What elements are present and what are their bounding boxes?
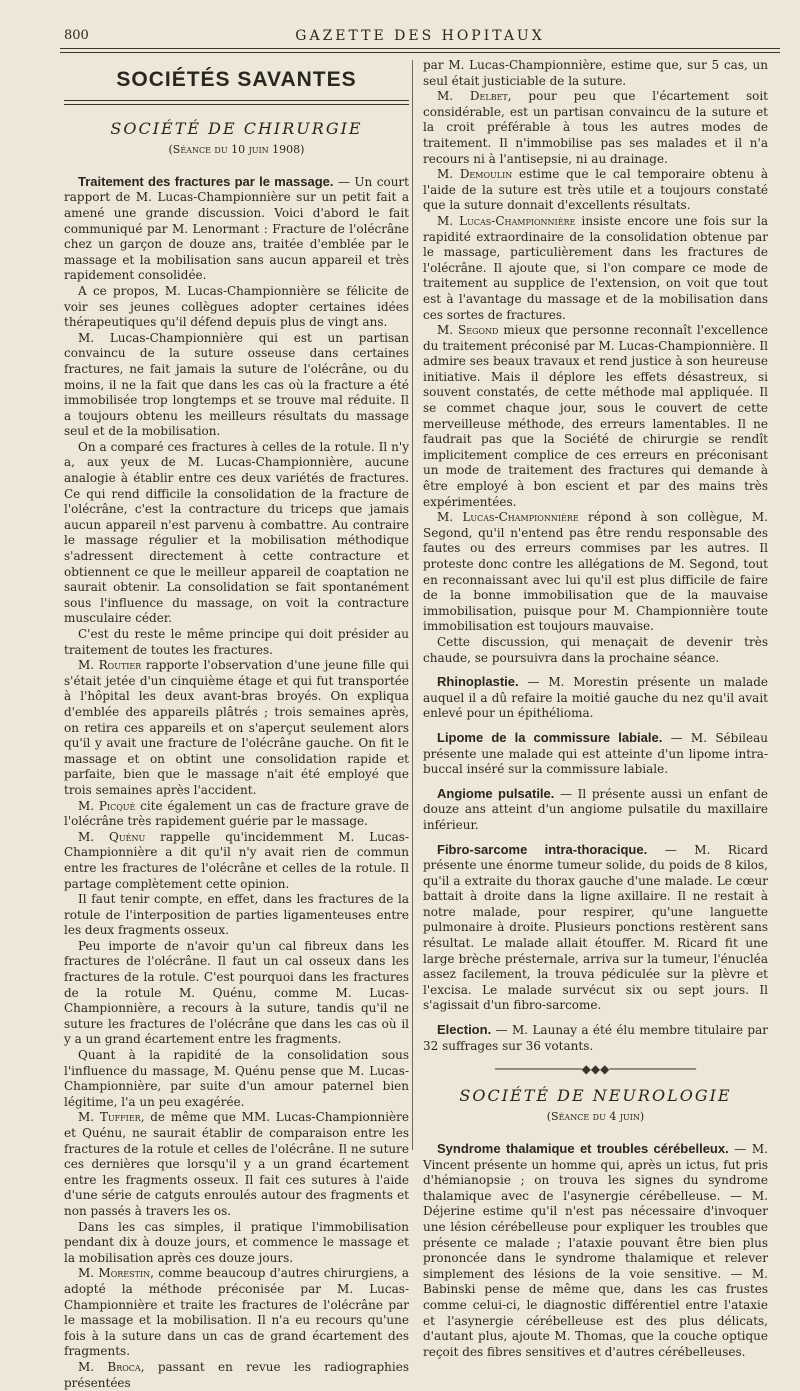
paragraph: M. Lucas-Championnière insiste encore une fois sur la rapidité extraordinaire de la consolidation obtenue par le massage, particulièrement dans les fractures de l'olécrâne. Il ajoute que, si l'on compare ce mode de traitement au supplice de l'extension, on voit que tout est à l'avantage du massage et de la mobilisation dans ces sortes de fractures.	[423, 213, 768, 322]
paragraph: Cette discussion, qui menaçait de devenir très chaude, se poursuivra dans la prochaine séance.	[423, 634, 768, 665]
paragraph: On a comparé ces fractures à celles de la rotule. Il n'y a, aux yeux de M. Lucas-Championnière, aucune analogie à établir entre ces deux variétés de fractures. Ce qui rend difficile la consolidation de la fracture de l'olécrâne, c'est la contracture du triceps que jamais aucun appareil n'est parvenu à combattre. Au contraire le massage régulier et la mobilisation méthodique s'adressent directement à cette contracture et obtiennent ce que le meilleur appareil de coaptation ne saurait obtenir. La consolidation se fait spontanément sous l'influence du massage, on voit la contracture musculaire céder.	[64, 439, 409, 626]
paragraph: M. Lucas-Championnière qui est un partisan convaincu de la suture osseuse dans certaines fractures, ne fait jamais la suture de l'olécrâne, ou du moins, il ne la fait que dans les cas où la fracture a été immobilisée trop longtemps et se trouve mal réduite. Il a toujours obtenu les meilleurs résultats du massage seul et de la mobilisation.	[64, 330, 409, 439]
speaker-name: M. Quénu	[78, 829, 146, 844]
speaker-name: M. Demoulin	[437, 167, 513, 182]
column-divider	[412, 60, 413, 1150]
speaker-name: M. Delbet	[437, 89, 508, 104]
paragraph: C'est du reste le même principe qui doit présider au traitement de toutes les fractures.	[64, 627, 409, 657]
paragraph: Peu importe de n'avoir qu'un cal fibreux dans les fractures de l'olécrâne. Il faut un cal osseux dans les fractures de la rotule. C'est pourquoi dans les fractures de la rotule M. Quénu, comme M. Lucas-Championnière, a recours à la suture, tandis qu'il ne suture les fractures de l'olécrâne que dans les cas où il y a un grand écartement entre les fragments.	[64, 938, 409, 1047]
ornament-divider: ────────────◆◆◆────────────	[494, 1062, 697, 1077]
paragraph: M. Morestin, comme beaucoup d'autres chirurgiens, a adopté la méthode préconisée par M. Lucas-Championnière et traite les fractures de l'olécrâne par le massage et la mobilisation. Il n'a eu recours qu'une fois à la suture dans un cas de grand écartement des fragments.	[64, 1266, 409, 1359]
journal-title: GAZETTE DES HOPITAUX	[295, 28, 545, 44]
paragraph: M. Delbet, pour peu que l'écartement soit considérable, est un partisan convaincu de la suture et la croit préférable à tous les autres modes de traitement. Il n'immobilise pas ses malades et il n'a recours ni à l'antisepsie, ni au drainage.	[423, 89, 768, 166]
paragraph: M. Demoulin estime que le cal temporaire obtenu à l'aide de la suture est très utile et a toujours constaté que la suture donnait d'excellents résultats.	[423, 167, 769, 213]
rubric: Syndrome thalamique et troubles cérébelleux.	[437, 1141, 729, 1156]
section-rule	[64, 100, 409, 105]
paragraph: Dans les cas simples, il pratique l'immobilisation pendant dix à douze jours, et commence le massage et la mobilisation après ces douze jours.	[64, 1219, 409, 1265]
rubric: Election.	[437, 1022, 492, 1038]
speaker-name: M. Segond	[437, 323, 499, 338]
paragraph: Traitement des fractures par le massage. — Un court rapport de M. Lucas-Championnière sur un petit fait a amené une grande discussion. Voici d'abord le fait communiqué par M. Lenormant : Fracture de l'olécrâne chez un garçon de douze ans, traitée d'emblée par le massage et la mobilisation sans aucun appareil et très rapidement consolidée.	[64, 173, 409, 283]
rubric: Angiome pulsatile.	[437, 785, 555, 801]
paragraph: M. Lucas-Championnière répond à son collègue, M. Segond, qu'il n'entend pas être rendu responsable des fautes ou des erreurs commises par les autres. Il proteste donc contre les allégations de M. Segond, tout en reconnaissant avec lui qu'il est plus difficile de faire de la bonne immobilisation que de la mauvaise immobilisation, puisque pour M. Championnière toute immobilisation est toujours mauvaise.	[423, 510, 768, 634]
speaker-name: M. Morestin	[78, 1266, 151, 1281]
paragraph: Fibro-sarcome intra-thoracique. — M. Ricard présente une énorme tumeur solide, du poids de 8 kilos, qu'il a extraite du thorax gauche d'une malade. Le cœur battait à droite dans la ligne axillaire. Il ne restait à notre malade, pour respirer, qu'une languette pulmonaire à droite. Plusieurs ponctions restèrent sans résultat. Le malade allait étouffer. M. Ricard fit une large brèche présternale, arriva sur la tumeur, l'énucléa assez facilement, la trouva pédiculée sur la plèvre et l'excisa. Le malade survécut six ou sept jours. Il s'agissait d'un fibro-sarcome.	[423, 841, 768, 1013]
session-date: (Séance du 4 juin)	[546, 1110, 645, 1124]
section-title: SOCIÉTÉS SAVANTES	[116, 68, 357, 91]
paragraph: Rhinoplastie. — M. Morestin présente un malade auquel il a dû refaire la moitié gauche du nez qu'il avait enlevé pour un épithélioma.	[423, 674, 768, 721]
paragraph: A ce propos, M. Lucas-Championnière se félicite de voir ses jeunes collègues adopter certaines idées thérapeutiques qu'il défend depuis plus de vingt ans.	[64, 283, 409, 330]
speaker-name: M. Picqué	[78, 798, 136, 813]
right-column	[423, 58, 768, 1360]
speaker-name: M. Lucas-Championnière	[437, 213, 576, 228]
paragraph: M. Segond mieux que personne reconnaît l'excellence du traitement préconisé par M. Lucas-Championnière. Il admire ses beaux travaux et rend justice à son heureuse initiative. Mais il déplore les effets désastreux, si souvent constatés, de cette méthode mal appliquée. Il se commet chaque jour, sous le couvert de cette merveilleuse méthode, des erreurs lamentables. Il ne faudrait pas que la Société de chirurgie se rendît implicitement complice de ces erreurs en préconisant un mode de traitement des fractures qui demande à être employé à bon escient et par des mains très expérimentées.	[423, 323, 768, 509]
society-title: SOCIÉTÉ DE CHIRURGIE	[110, 118, 363, 138]
speaker-name: M. Routier	[78, 658, 142, 673]
speaker-name: M. Lucas-Championnière	[437, 510, 579, 525]
rubric: Rhinoplastie.	[437, 674, 519, 690]
header-rule	[60, 48, 780, 53]
paragraph: Angiome pulsatile. — Il présente aussi un enfant de douze ans atteint d'un angiome pulsatile du maxillaire inférieur.	[423, 785, 769, 832]
page-header	[60, 26, 780, 46]
paragraph: Lipome de la commissure labiale. — M. Sébileau présente une malade qui est atteinte d'un lipome intra-buccal inséré sur la commissure labiale.	[423, 729, 768, 777]
rubric: Fibro-sarcome intra-thoracique.	[437, 841, 648, 857]
rubric: Lipome de la commissure labiale.	[437, 729, 663, 745]
paragraph: M. Picqué cite également un cas de fracture grave de l'olécrâne très rapidement guérie par le massage.	[64, 798, 409, 829]
paragraph: Il faut tenir compte, en effet, dans les fractures de la rotule de l'interposition de parties ligamenteuses entre les deux fragments osseux.	[64, 892, 409, 938]
page-number: 800	[64, 28, 89, 43]
left-column	[64, 58, 409, 1391]
paragraph: par M. Lucas-Championnière, estime que, sur 5 cas, un seul était justiciable de la suture.	[423, 58, 768, 88]
society-title: SOCIÉTÉ DE NEUROLOGIE	[459, 1085, 732, 1105]
speaker-name: M. Tuffier	[78, 1110, 141, 1125]
speaker-name: M. Broca	[78, 1359, 141, 1374]
paragraph: M. Routier rapporte l'observation d'une jeune fille qui s'était jetée d'un cinquième étage et qui fut transportée à l'hôpital les deux avant-bras broyés. On expliqua d'emblée des appareils plâtrés ; trois semaines après, on retira ces appareils et on s'aperçut seulement alors qu'il y avait une fracture de l'olécrâne gauche. On fit le massage et on obtint une consolidation rapide et parfaite, bien que le massage n'ait été employé que trois semaines après l'accident.	[64, 658, 409, 797]
paragraph: M. Tuffier, de même que MM. Lucas-Championnière et Quénu, ne saurait établir de comparaison entre les fractures de la rotule et celles de l'olécrâne. Il ne suture ces dernières que lorsqu'il y a un grand écartement entre les fragments osseux. Il fait ces sutures à l'aide d'une série de catguts enroulés autour des fragments et non passés à travers les os.	[64, 1110, 409, 1218]
paragraph: Election. — M. Launay a été élu membre titulaire par 32 suffrages sur 36 votants.	[423, 1022, 768, 1053]
paragraph: Syndrome thalamique et troubles cérébelleux. — M. Vincent présente un homme qui, après un ictus, fut pris d'hémianopsie ; on trouva les signes du syndrome thalamique avec de l'asynergie cérébelleuse. — M. Déjerine estime qu'il n'est pas nécessaire d'invoquer une lésion cérébelleuse pour expliquer les troubles que présente ce malade ; l'ataxie pouvant être bien plus prononcée dans le syndrome thalamique et relever simplement des lésions de la voie sensitive. — M. Babinski pense de même que, dans les cas frustes comme celui-ci, le diagnostic différentiel entre l'ataxie et l'asynergie cérébelleuse est des plus délicats, d'autant plus, ajoute M. Thomas, que la couche optique reçoit des fibres sensitives et d'autres cérébelleuses.	[423, 1141, 768, 1359]
paragraph: Quant à la rapidité de la consolidation sous l'influence du massage, M. Quénu pense que M. Lucas-Championnière, par suite d'un amour paternel bien légitime, l'a un peu exagérée.	[64, 1048, 409, 1109]
rubric: Traitement des fractures par le massage.	[78, 173, 334, 189]
paragraph: M. Quénu rappelle qu'incidemment M. Lucas-Championnière a dit qu'il n'y avait rien de commun entre les fractures de l'olécrâne et celles de la rotule. Il partage complètement cette opinion.	[64, 829, 409, 891]
session-date: (Séance du 10 juin 1908)	[168, 143, 305, 157]
paragraph: M. Broca, passant en revue les radiographies présentées	[64, 1359, 410, 1390]
